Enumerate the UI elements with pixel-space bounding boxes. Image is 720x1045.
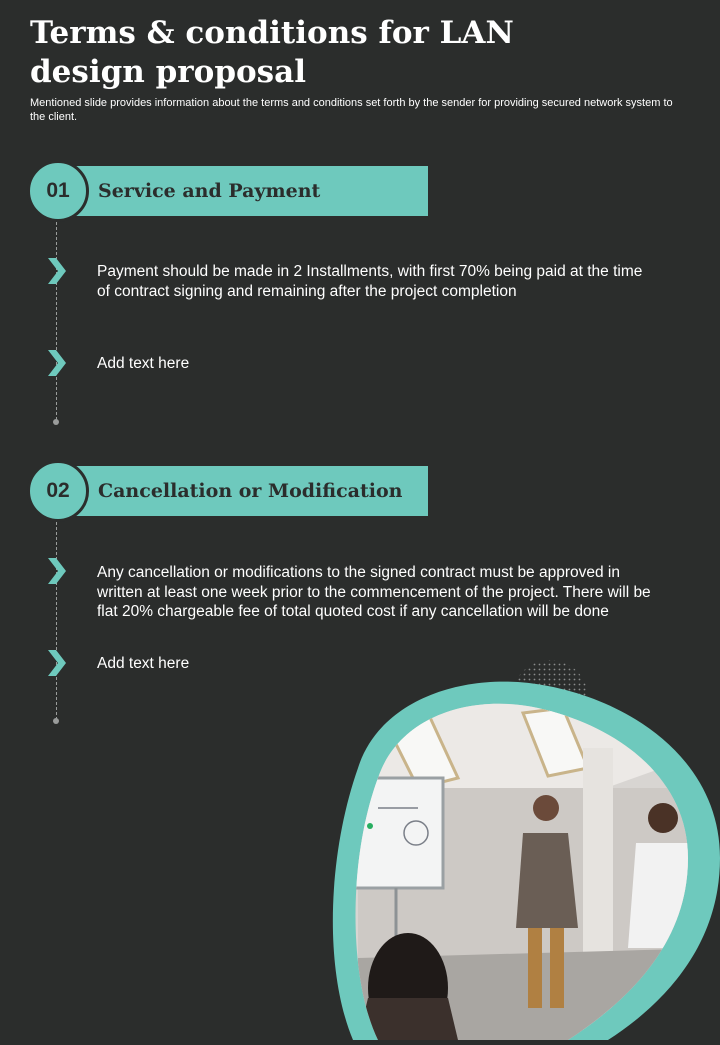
- section-banner: [56, 166, 428, 216]
- section-number-badge: 02: [27, 460, 89, 522]
- chevron-right-icon: [47, 350, 67, 376]
- section-number-badge: 01: [27, 160, 89, 222]
- page-subtitle: Mentioned slide provides information about the terms and conditions set forth by the sender for providing secured network system to the client.: [30, 97, 673, 123]
- section-item-text: Add text here: [97, 655, 190, 672]
- section-item-text: Add text here: [97, 355, 190, 372]
- meeting-photo: [318, 658, 720, 1040]
- timeline-dashed-line: [56, 522, 57, 720]
- timeline-end-dot: [53, 419, 59, 425]
- chevron-right-icon: [47, 558, 67, 584]
- section-item-text: Payment should be made in 2 Installments, with first 70% being paid at the time of contract signing and remaining after the project completion: [97, 263, 643, 300]
- timeline-end-dot: [53, 718, 59, 724]
- section-heading: Cancellation or Modification: [98, 480, 403, 502]
- section-item-text: Any cancellation or modifications to the signed contract must be approved in written at least one week prior to the commencement of the project. There will be flat 20% chargeable fee of total quoted cost if any cancellation will be done: [97, 564, 651, 620]
- section-heading: Service and Payment: [98, 180, 321, 202]
- page-title: Terms & conditions for LAN design proposal: [30, 15, 514, 90]
- chevron-right-icon: [47, 258, 67, 284]
- meeting-photo-illustration: [318, 658, 720, 1040]
- section-banner: [56, 466, 428, 516]
- timeline-dashed-line: [56, 222, 57, 420]
- chevron-right-icon: [47, 650, 67, 676]
